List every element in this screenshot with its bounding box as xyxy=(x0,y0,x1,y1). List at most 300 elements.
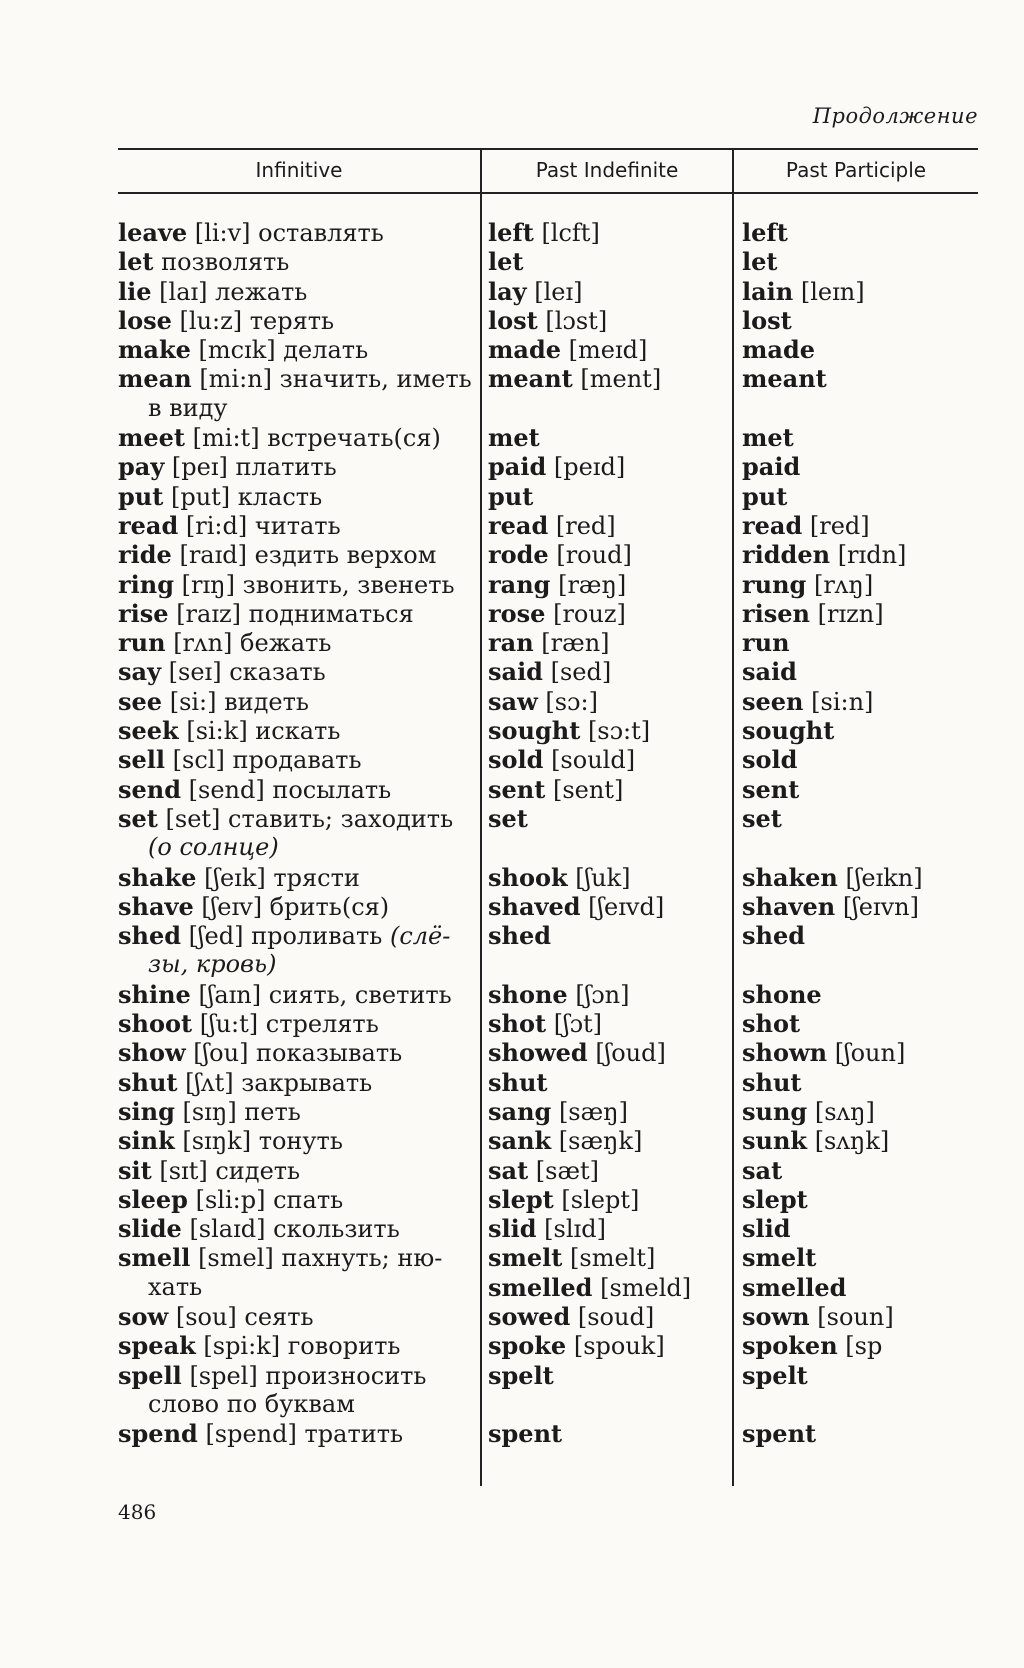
cell-past-participle xyxy=(732,1331,978,1360)
header-past-indefinite: Past Indefinite xyxy=(535,158,679,182)
verb-past-transcription: [red] xyxy=(555,511,616,540)
verb-past-transcription: [spouk] xyxy=(573,1332,665,1361)
verb-past-participle: spent xyxy=(742,1419,817,1449)
verb-transcription-translation: [rʌn] бежать xyxy=(173,629,332,658)
verb-transcription-translation: [laɪ] лежать xyxy=(159,277,308,306)
cell-past-participle xyxy=(732,745,978,774)
verb-transcription-translation: [rɪŋ] звонить, звенеть xyxy=(181,570,455,599)
cell-past-indefinite xyxy=(480,482,732,511)
verb-infinitive: shut xyxy=(118,1067,178,1097)
verb-past-indefinite: shaved xyxy=(488,891,581,921)
table-row xyxy=(118,1361,978,1420)
verb-past-participle: said xyxy=(742,657,797,687)
cell-past-participle xyxy=(732,1243,978,1302)
verb-past-participle: run xyxy=(742,628,790,658)
verb-past-participle: slid xyxy=(742,1214,791,1244)
verb-past-indefinite: spent xyxy=(488,1419,563,1449)
verb-past-transcription: [lɔst] xyxy=(545,306,608,335)
cell-past-participle xyxy=(732,775,978,804)
cell-past-indefinite xyxy=(480,628,732,657)
verb-participle-transcription: [sʌŋ] xyxy=(814,1097,875,1126)
verb-past-indefinite: shook xyxy=(488,862,568,892)
cell-past-indefinite xyxy=(480,892,732,921)
verb-past-transcription-alt: [smeld] xyxy=(600,1273,692,1302)
cell-past-indefinite xyxy=(480,1038,732,1067)
verb-transcription-translation: [scl] продавать xyxy=(172,746,362,775)
cell-past-participle xyxy=(732,277,978,306)
verb-past-participle: sat xyxy=(742,1155,783,1185)
verb-past-participle: read xyxy=(742,510,803,540)
verb-infinitive: lie xyxy=(118,276,152,306)
table-row xyxy=(118,423,978,452)
verb-past-transcription: [ʃuk] xyxy=(575,863,631,892)
cell-infinitive xyxy=(118,452,480,481)
verb-transcription-translation: [seɪ] сказать xyxy=(168,658,326,687)
cell-past-participle xyxy=(732,540,978,569)
verb-infinitive: sit xyxy=(118,1155,152,1185)
verb-past-indefinite: shed xyxy=(488,921,552,951)
cell-infinitive xyxy=(118,218,480,247)
table-row xyxy=(118,687,978,716)
verb-infinitive: pay xyxy=(118,452,165,482)
verb-transcription-translation: [mi:n] значить, иметь xyxy=(199,365,472,394)
verb-past-transcription: [ʃɔn] xyxy=(575,980,630,1009)
verb-infinitive: sell xyxy=(118,745,166,775)
cell-past-participle xyxy=(732,1185,978,1214)
verb-past-indefinite: rose xyxy=(488,598,546,628)
verb-past-participle: sought xyxy=(742,716,835,746)
verb-transcription-translation: [ʃou] показывать xyxy=(193,1039,403,1068)
verb-past-indefinite: rode xyxy=(488,540,549,570)
table-row xyxy=(118,1038,978,1067)
table-row xyxy=(118,1214,978,1243)
verb-past-indefinite: spelt xyxy=(488,1360,554,1390)
verb-past-indefinite: saw xyxy=(488,686,538,716)
cell-past-participle xyxy=(732,1156,978,1185)
verb-past-participle-alt: smelled xyxy=(742,1272,847,1302)
verb-past-participle: spoken xyxy=(742,1331,838,1361)
verb-infinitive: set xyxy=(118,803,158,833)
cell-past-indefinite xyxy=(480,1214,732,1243)
cell-past-participle xyxy=(732,511,978,540)
verb-past-participle: lost xyxy=(742,305,792,335)
verb-past-indefinite: paid xyxy=(488,452,547,482)
cell-past-participle xyxy=(732,335,978,364)
cell-past-indefinite xyxy=(480,657,732,686)
cell-infinitive xyxy=(118,335,480,364)
cell-past-participle xyxy=(732,247,978,276)
verb-infinitive: let xyxy=(118,247,154,277)
table-row xyxy=(118,716,978,745)
verb-past-indefinite: made xyxy=(488,335,561,365)
cell-past-participle xyxy=(732,804,978,863)
cell-past-participle xyxy=(732,687,978,716)
verb-past-transcription: [ræŋ] xyxy=(558,570,627,599)
table-row xyxy=(118,1126,978,1155)
cell-infinitive xyxy=(118,628,480,657)
verb-transcription-translation: [si:] видеть xyxy=(169,687,309,716)
cell-infinitive xyxy=(118,804,480,863)
cell-past-participle xyxy=(732,1302,978,1331)
verb-infinitive: spend xyxy=(118,1419,198,1449)
verb-infinitive: send xyxy=(118,774,182,804)
verb-infinitive: meet xyxy=(118,423,186,453)
verb-infinitive: sing xyxy=(118,1096,175,1126)
cell-infinitive xyxy=(118,687,480,716)
verb-past-indefinite: put xyxy=(488,481,534,511)
verb-transcription-translation: [spi:k] говорить xyxy=(203,1332,401,1361)
cell-past-participle xyxy=(732,1361,978,1420)
verb-past-transcription: [sæŋk] xyxy=(558,1127,643,1156)
table-row xyxy=(118,657,978,686)
verb-past-indefinite: meant xyxy=(488,364,573,394)
cell-past-participle xyxy=(732,716,978,745)
table-row xyxy=(118,1302,978,1331)
cell-infinitive xyxy=(118,1214,480,1243)
verb-past-participle: smelt xyxy=(742,1243,817,1273)
verb-past-indefinite: shot xyxy=(488,1009,547,1039)
verb-transcription-translation: [raɪd] ездить верхом xyxy=(179,541,437,570)
cell-past-participle xyxy=(732,1097,978,1126)
cell-infinitive xyxy=(118,570,480,599)
verb-past-indefinite: sank xyxy=(488,1126,552,1156)
verb-transcription-translation: [sli:p] спать xyxy=(195,1185,344,1214)
verb-past-transcription: [sed] xyxy=(550,658,612,687)
verb-past-transcription: [meɪd] xyxy=(568,336,648,365)
verb-infinitive: rise xyxy=(118,598,169,628)
table-body xyxy=(118,218,978,1448)
cell-infinitive xyxy=(118,980,480,1009)
verb-transcription-translation: [lu:z] терять xyxy=(179,306,335,335)
verb-past-transcription: [sent] xyxy=(552,775,624,804)
verb-infinitive: spell xyxy=(118,1360,182,1390)
cell-past-indefinite xyxy=(480,1009,732,1038)
verb-past-indefinite: spoke xyxy=(488,1331,567,1361)
verb-infinitive: lose xyxy=(118,305,172,335)
header-infinitive: Infinitive xyxy=(255,158,343,182)
table-row xyxy=(118,921,978,980)
verb-infinitive: speak xyxy=(118,1331,196,1361)
header-past-participle: Past Participle xyxy=(785,158,927,182)
cell-past-indefinite xyxy=(480,247,732,276)
cell-infinitive xyxy=(118,1331,480,1360)
table-row xyxy=(118,511,978,540)
cell-infinitive xyxy=(118,863,480,892)
verb-past-indefinite: rang xyxy=(488,569,551,599)
verb-transcription-translation: [spend] тратить xyxy=(205,1420,404,1449)
verb-participle-transcription: [soun] xyxy=(817,1302,894,1331)
verb-translation-continued: в виду xyxy=(148,393,228,422)
verb-transcription-translation: [ʃeɪv] брить(ся) xyxy=(201,892,390,921)
verb-past-participle: shone xyxy=(742,979,822,1009)
cell-past-participle xyxy=(732,423,978,452)
verb-past-indefinite: sang xyxy=(488,1096,552,1126)
cell-past-participle xyxy=(732,1038,978,1067)
cell-past-indefinite xyxy=(480,277,732,306)
verb-infinitive: mean xyxy=(118,364,192,394)
verb-past-participle: left xyxy=(742,218,788,247)
verb-past-participle: slept xyxy=(742,1184,808,1214)
verb-past-indefinite: shut xyxy=(488,1067,548,1097)
verb-past-transcription: [sɔ:t] xyxy=(587,717,651,746)
table-header-rule xyxy=(118,192,978,194)
cell-past-indefinite xyxy=(480,306,732,335)
verb-past-participle: meant xyxy=(742,364,827,394)
cell-past-indefinite xyxy=(480,1302,732,1331)
table-row xyxy=(118,628,978,657)
table-row xyxy=(118,980,978,1009)
verb-past-transcription: [soud] xyxy=(577,1302,655,1331)
verb-past-indefinite: shone xyxy=(488,979,568,1009)
verb-past-participle: put xyxy=(742,481,788,511)
verb-past-participle: shown xyxy=(742,1038,828,1068)
cell-past-indefinite xyxy=(480,1331,732,1360)
cell-infinitive xyxy=(118,1009,480,1038)
cell-infinitive xyxy=(118,1185,480,1214)
cell-infinitive xyxy=(118,277,480,306)
verb-past-participle: met xyxy=(742,423,794,453)
verb-past-indefinite-alt: smelled xyxy=(488,1272,593,1302)
verb-infinitive: sink xyxy=(118,1126,175,1156)
verb-past-indefinite: sent xyxy=(488,774,546,804)
cell-past-indefinite xyxy=(480,1243,732,1302)
cell-past-indefinite xyxy=(480,775,732,804)
verb-past-transcription: [slɪd] xyxy=(544,1215,606,1244)
verb-transcription-translation: [raɪz] подниматься xyxy=(176,599,414,628)
verb-infinitive: ring xyxy=(118,569,174,599)
verb-past-transcription: [sɔ:] xyxy=(545,687,598,716)
verb-translation-continued: (о солнце) xyxy=(148,833,279,862)
table-top-rule xyxy=(118,148,978,150)
verb-transcription-translation: [slaɪd] скользить xyxy=(189,1215,400,1244)
verb-past-indefinite: sat xyxy=(488,1155,529,1185)
cell-past-indefinite xyxy=(480,716,732,745)
verb-transcription-translation: [spel] произносить xyxy=(189,1361,427,1390)
cell-past-participle xyxy=(732,892,978,921)
cell-infinitive xyxy=(118,716,480,745)
cell-past-participle xyxy=(732,599,978,628)
verb-past-transcription: [sæŋ] xyxy=(558,1097,628,1126)
verb-participle-transcription: [rɪdn] xyxy=(837,541,907,570)
cell-infinitive xyxy=(118,1068,480,1097)
cell-infinitive xyxy=(118,657,480,686)
verb-transcription-translation: [li:v] оставлять xyxy=(194,219,384,247)
verb-infinitive: read xyxy=(118,510,179,540)
cell-past-participle xyxy=(732,1419,978,1448)
verb-past-participle: shot xyxy=(742,1009,801,1039)
cell-past-indefinite xyxy=(480,745,732,774)
table-row xyxy=(118,570,978,599)
verb-participle-transcription: [red] xyxy=(809,511,870,540)
verb-past-transcription: [slept] xyxy=(561,1185,640,1214)
verb-past-participle: rung xyxy=(742,569,807,599)
verb-past-indefinite: set xyxy=(488,803,528,833)
table-row xyxy=(118,247,978,276)
verb-participle-transcription: [si:n] xyxy=(811,687,874,716)
verb-past-transcription: [ʃoud] xyxy=(595,1039,666,1068)
cell-infinitive xyxy=(118,1361,480,1420)
table-row xyxy=(118,335,978,364)
verb-past-participle: made xyxy=(742,335,815,365)
verb-transcription-translation: [ri:d] читать xyxy=(185,511,341,540)
cell-past-indefinite xyxy=(480,1185,732,1214)
cell-infinitive xyxy=(118,1243,480,1302)
cell-past-indefinite xyxy=(480,687,732,716)
cell-past-participle xyxy=(732,863,978,892)
verb-infinitive: sleep xyxy=(118,1184,188,1214)
verb-past-transcription: [roud] xyxy=(556,541,632,570)
verb-transcription-translation: [set] ставить; заходить xyxy=(165,804,454,833)
verb-past-participle: lain xyxy=(742,276,794,306)
verb-participle-transcription: [ʃeɪvn] xyxy=(842,892,919,921)
verb-past-transcription: [ʃeɪvd] xyxy=(588,892,665,921)
cell-infinitive xyxy=(118,1097,480,1126)
cell-past-participle xyxy=(732,657,978,686)
cell-past-indefinite xyxy=(480,218,732,247)
verb-infinitive: smell xyxy=(118,1243,191,1273)
verb-past-transcription: [ræn] xyxy=(541,629,610,658)
verb-transcription-translation: [sɪt] сидеть xyxy=(159,1156,301,1185)
verb-participle-transcription: [sʌŋk] xyxy=(814,1127,890,1156)
verb-past-participle: paid xyxy=(742,452,801,482)
verb-infinitive: sow xyxy=(118,1301,169,1331)
cell-infinitive xyxy=(118,892,480,921)
verb-infinitive: shine xyxy=(118,979,191,1009)
cell-past-participle xyxy=(732,1214,978,1243)
cell-past-indefinite xyxy=(480,980,732,1009)
cell-infinitive xyxy=(118,364,480,423)
cell-infinitive xyxy=(118,1126,480,1155)
verb-infinitive: shed xyxy=(118,921,182,951)
table-row xyxy=(118,1068,978,1097)
cell-past-indefinite xyxy=(480,335,732,364)
cell-past-indefinite xyxy=(480,599,732,628)
cell-past-participle xyxy=(732,1009,978,1038)
verb-past-participle: set xyxy=(742,803,782,833)
cell-past-indefinite xyxy=(480,1097,732,1126)
verb-infinitive: put xyxy=(118,481,164,511)
verb-past-transcription: [smelt] xyxy=(570,1244,656,1273)
table-row xyxy=(118,1185,978,1214)
table-row xyxy=(118,277,978,306)
table-row xyxy=(118,1419,978,1448)
cell-past-indefinite xyxy=(480,1156,732,1185)
cell-infinitive xyxy=(118,1156,480,1185)
table-row xyxy=(118,452,978,481)
cell-infinitive xyxy=(118,775,480,804)
verb-past-participle: spelt xyxy=(742,1360,808,1390)
verb-past-transcription: [rouz] xyxy=(553,599,626,628)
verb-past-transcription: [ment] xyxy=(580,365,662,394)
cell-past-participle xyxy=(732,306,978,335)
verb-past-participle: sung xyxy=(742,1096,808,1126)
cell-past-participle xyxy=(732,628,978,657)
verb-past-participle: shut xyxy=(742,1067,802,1097)
cell-past-participle xyxy=(732,570,978,599)
verb-participle-transcription: [rʌŋ] xyxy=(813,570,874,599)
table-row xyxy=(118,745,978,774)
verb-infinitive: say xyxy=(118,657,162,687)
cell-past-participle xyxy=(732,1126,978,1155)
verb-past-indefinite: let xyxy=(488,247,524,277)
cell-infinitive xyxy=(118,921,480,980)
verb-past-indefinite: ran xyxy=(488,628,534,658)
cell-infinitive xyxy=(118,306,480,335)
table-row xyxy=(118,306,978,335)
cell-past-indefinite xyxy=(480,452,732,481)
verb-past-indefinite: slept xyxy=(488,1184,554,1214)
cell-past-participle xyxy=(732,980,978,1009)
cell-past-participle xyxy=(732,364,978,423)
table-row xyxy=(118,863,978,892)
verb-past-indefinite: showed xyxy=(488,1038,588,1068)
cell-past-indefinite xyxy=(480,1068,732,1097)
verb-transcription-translation: [mi:t] встречать(ся) xyxy=(192,424,441,453)
verb-infinitive: shoot xyxy=(118,1009,193,1039)
verb-translation-continued: зы, кровь) xyxy=(148,950,277,979)
cell-past-indefinite xyxy=(480,540,732,569)
verb-past-indefinite: read xyxy=(488,510,549,540)
verb-participle-transcription: [ʃeɪkn] xyxy=(845,863,923,892)
verb-past-participle: sunk xyxy=(742,1126,808,1156)
verb-past-participle: shaven xyxy=(742,891,836,921)
verb-note: (слё- xyxy=(389,922,451,951)
verb-past-participle: shed xyxy=(742,921,806,951)
verb-infinitive: slide xyxy=(118,1214,182,1244)
verb-translation-continued: хать xyxy=(148,1272,203,1301)
verb-infinitive: leave xyxy=(118,218,188,247)
table-row xyxy=(118,1009,978,1038)
continued-label: Продолжение xyxy=(812,104,978,128)
cell-past-indefinite xyxy=(480,921,732,980)
verb-past-indefinite: said xyxy=(488,657,543,687)
verb-participle-transcription: [sp xyxy=(845,1332,883,1361)
verb-past-indefinite: lay xyxy=(488,276,527,306)
verb-infinitive: show xyxy=(118,1038,186,1068)
cell-past-indefinite xyxy=(480,863,732,892)
verb-past-transcription: [sæt] xyxy=(535,1156,600,1185)
verb-infinitive: shave xyxy=(118,891,194,921)
verb-transcription-translation: [ʃed] проливать xyxy=(188,922,383,951)
cell-past-indefinite xyxy=(480,511,732,540)
verb-infinitive: make xyxy=(118,335,191,365)
verb-transcription-translation: [send] посылать xyxy=(188,775,392,804)
verb-transcription-translation: [mcɪk] делать xyxy=(198,336,369,365)
table-row xyxy=(118,364,978,423)
cell-infinitive xyxy=(118,1038,480,1067)
verb-transcription-translation: позволять xyxy=(161,248,290,277)
table-row xyxy=(118,540,978,569)
table-row xyxy=(118,1097,978,1126)
table-row xyxy=(118,1331,978,1360)
verb-past-indefinite: slid xyxy=(488,1214,537,1244)
verb-past-participle: risen xyxy=(742,598,810,628)
cell-past-participle xyxy=(732,482,978,511)
verb-participle-transcription: [leɪn] xyxy=(800,277,865,306)
cell-past-participle xyxy=(732,452,978,481)
cell-past-participle xyxy=(732,218,978,247)
table-row xyxy=(118,218,978,247)
verb-past-participle: seen xyxy=(742,686,804,716)
verb-translation-continued: слово по буквам xyxy=(148,1389,355,1418)
cell-infinitive xyxy=(118,1419,480,1448)
verb-transcription-translation: [ʃu:t] стрелять xyxy=(199,1010,379,1039)
verb-transcription-translation: [sou] сеять xyxy=(175,1302,314,1331)
verb-infinitive: shake xyxy=(118,862,197,892)
verb-past-transcription: [sould] xyxy=(551,746,636,775)
table-row xyxy=(118,804,978,863)
verb-participle-transcription: [rɪzn] xyxy=(817,599,884,628)
